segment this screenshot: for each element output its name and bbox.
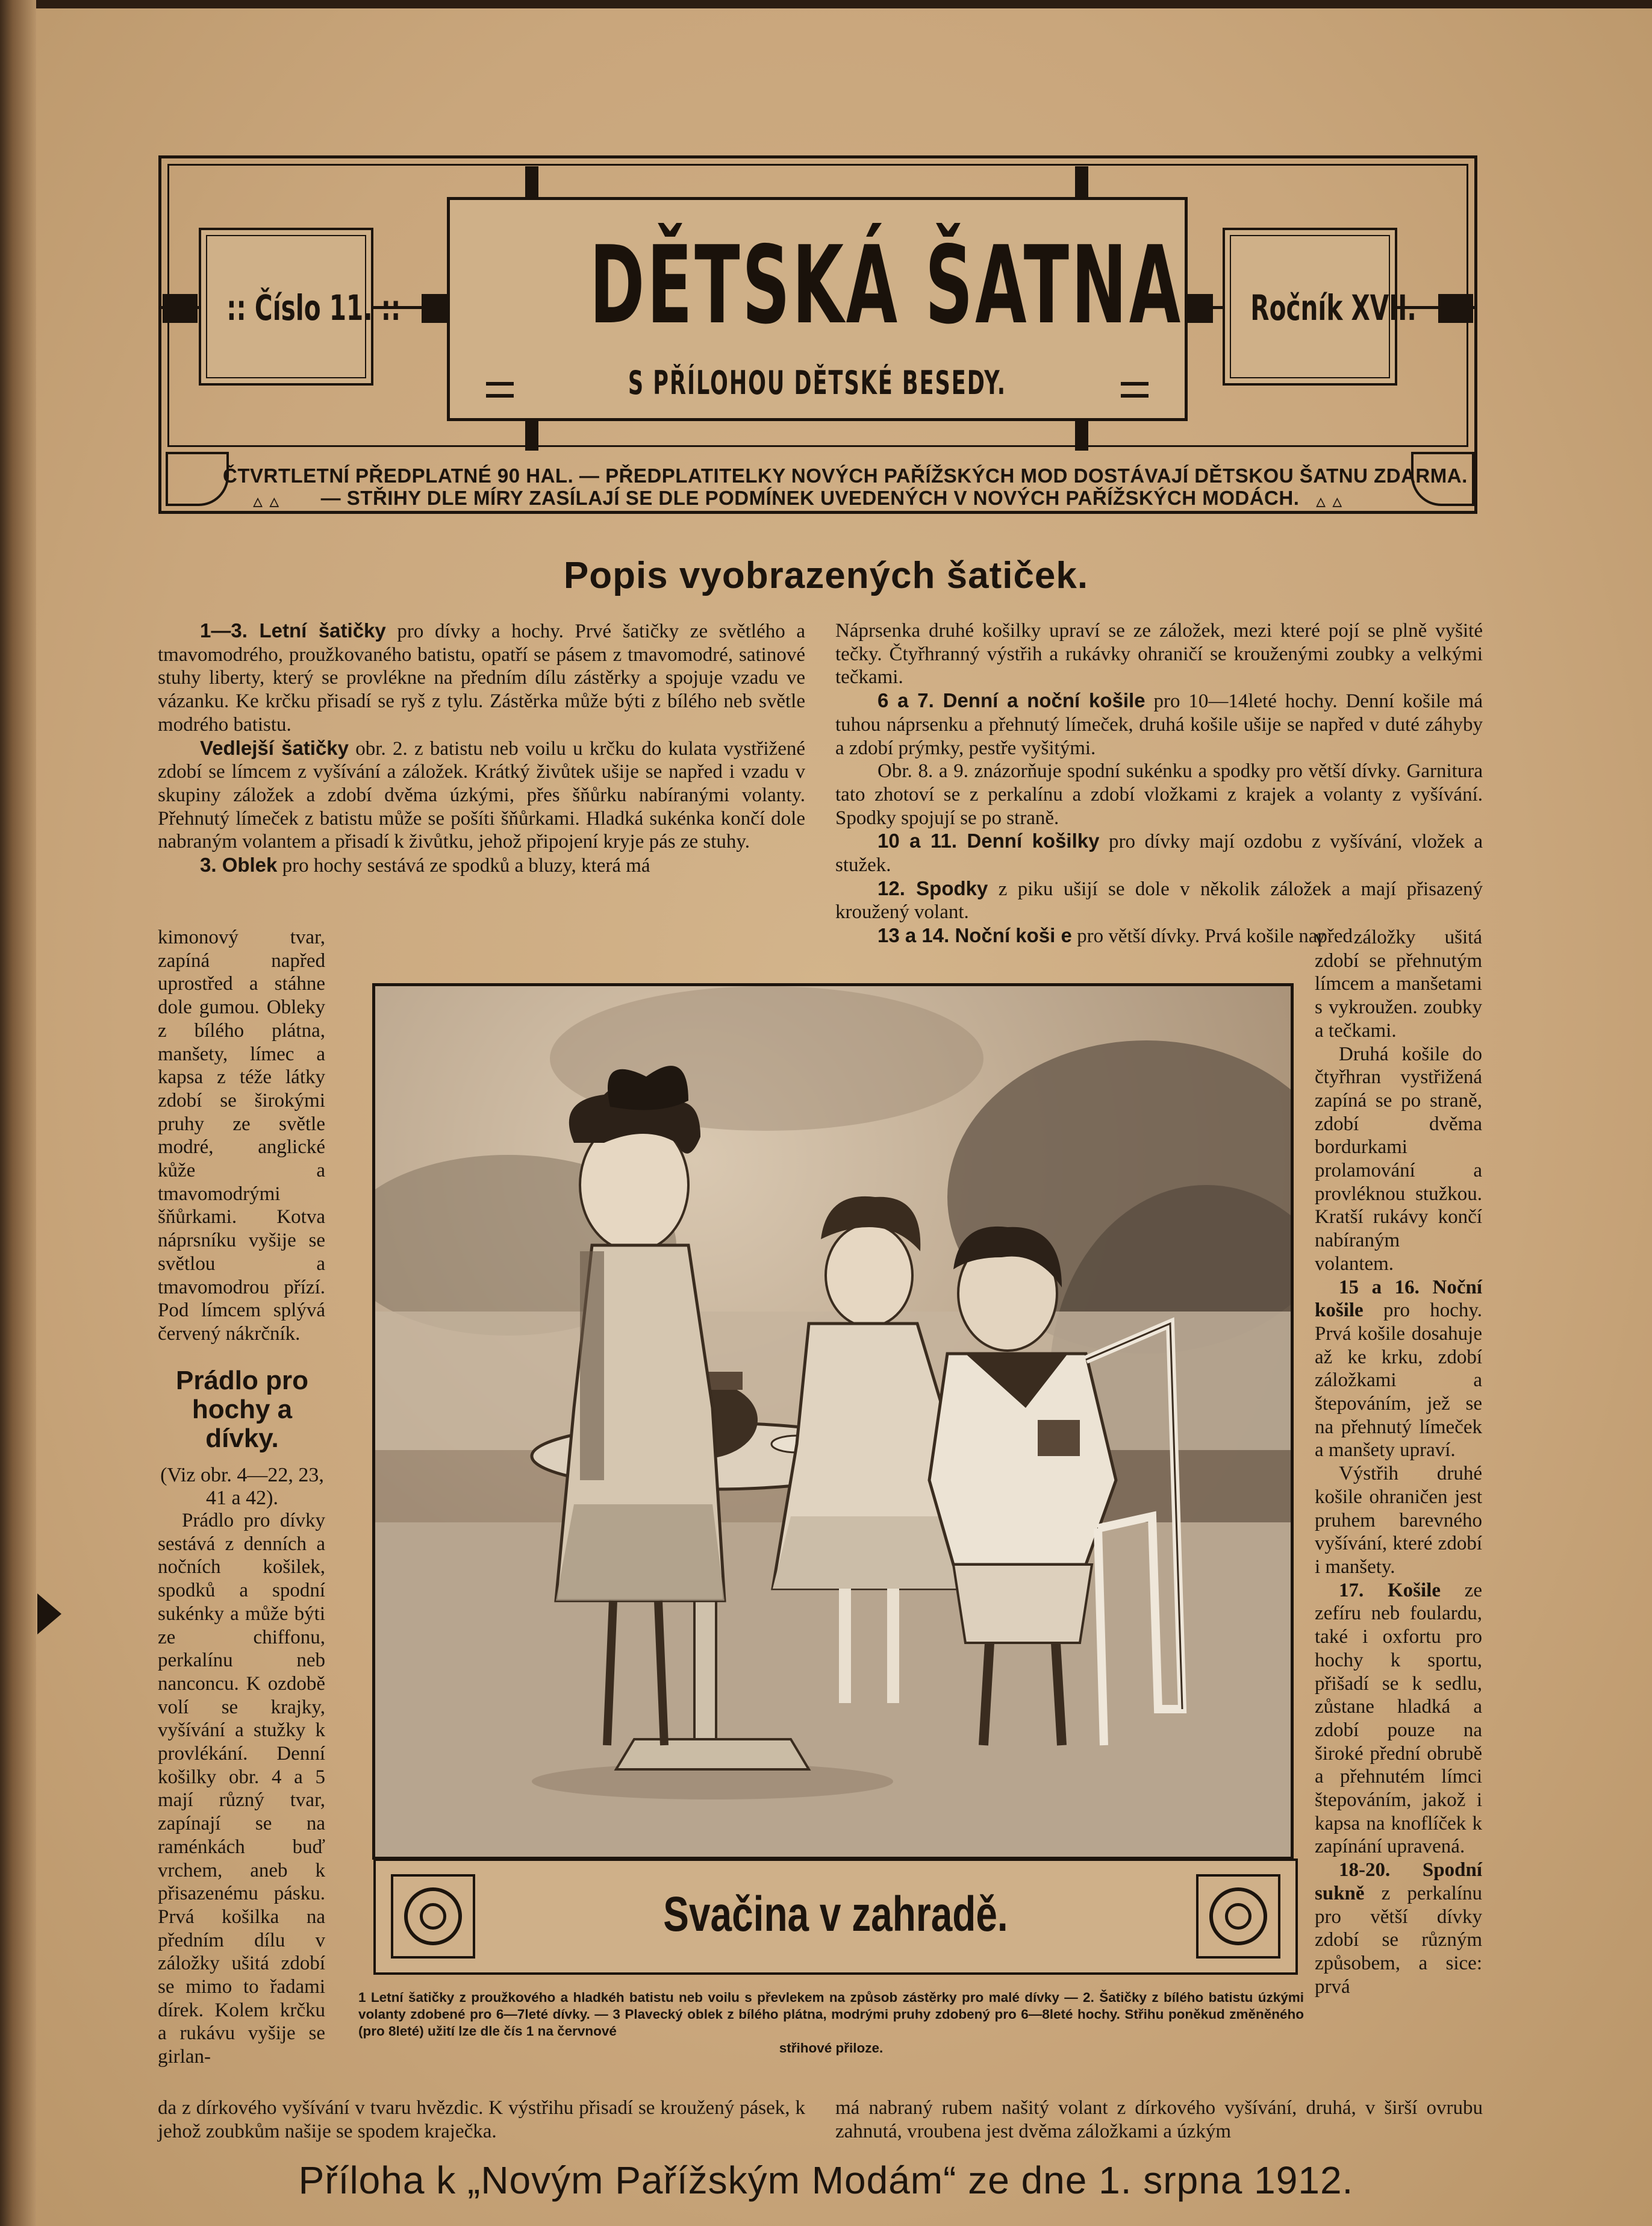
- paragraph: Náprsenka druhé košilky upraví se ze záložek, mezi které pojí se plně vyšité tečky. Čtyřhranný výstřih a rukávky ohraničí se krouženými zoubky a velkými tečkami.: [835, 620, 1483, 689]
- volume-number: Ročník XVII.: [1250, 287, 1417, 328]
- article-heading: Popis vyobrazených šatiček.: [563, 555, 1089, 596]
- edge-arrow-mark: [37, 1593, 61, 1634]
- paragraph: v záložky ušitá zdobí se přehnutým límcem a manšetami s vykroužen. zoubky a tečkami.: [1315, 927, 1482, 1042]
- ornament-knob: [1075, 421, 1088, 451]
- right-narrow-column: [1315, 926, 1482, 1998]
- paragraph: Druhá košile do čtyřhran vystřižená zapíná se po straně, zdobí dvěma bordurkami prolamování a provléknou stužkou. Kratší rukávy končí nabíraným volantem.: [1315, 1043, 1482, 1275]
- paragraph: má nabraný rubem našitý volant z dírkového vyšívání, druhá, v širší ovrubu zahnutá, vroubena jest dvěma záložkami a úzkým: [835, 2097, 1483, 2142]
- subtitle-ornament: [486, 382, 514, 398]
- masthead-subtitle: S PŘÍLOHOU DĚTSKÉ BESEDY.: [628, 364, 1007, 402]
- right-column: [835, 619, 1483, 948]
- ornament-knob: [1438, 294, 1473, 323]
- subtitle-ornament: [1121, 382, 1149, 398]
- ornament-knob: [525, 166, 538, 198]
- item-lead: 18-20. Spodní sukně: [1315, 1859, 1482, 1904]
- figure-caption: 1 Letní šatičky z proužkového a hladkéh batistu neb voilu s převlekem na způsob zástěrky pro malé dívky — 2. Šatičky z bílého batistu úzkými volanty zdobené pro 6—7leté dívky. — 3 Plavecký oblek z bílého plátna, modrými pruhy zdobený pro 6—8leté hochy. Střihu poněkud změněného (pro 8leté) užití lze dle čís 1 na červnové střihové přiloze.: [358, 1990, 1304, 2056]
- left-column: [158, 619, 805, 878]
- paragraph: 12. Spodky z piku ušijí se dole v několik záložek a mají přisazený kroužený volant.: [835, 877, 1483, 924]
- paragraph: 18-20. Spodní sukně z perkalínu pro větší dívky zdobí se různým způsobem, a sice: prvá: [1315, 1859, 1482, 1998]
- paragraph: 13 a 14. Noční koši e pro větší dívky. Prvá košile napřed: [877, 924, 1353, 948]
- paragraph: 3. Oblek pro hochy sestává ze spodků a bluzy, která má: [200, 854, 650, 877]
- paragraph: da z dírkového vyšívání v tvaru hvězdic. K výstřihu přisadí se kroužený pásek, k jehož zoubkům našije se spodem kraječka.: [158, 2097, 805, 2142]
- item-lead: 3. Oblek: [200, 854, 278, 877]
- item-lead: 12. Spodky: [877, 877, 988, 899]
- item-lead: 6 a 7. Denní a noční košile: [877, 689, 1145, 712]
- figure-caption-end: střihové přiloze.: [779, 2040, 884, 2056]
- paragraph: Prádlo pro dívky sestává z denních a nočních košilek, spodků a spodní sukénky a může býti ze chiffonu, perkalínu neb nanconcu. K ozdobě volí se krajky, vyšívání a stužky k provlékání. Denní košilky obr. 4 a 5 mají různý tvar, zapínají se na raménkách buď vrchem, aneb k přisazenému pásku. Prvá košilka na předním dílu v záložky ušitá zdobí se mimo to řadami dírek. Kolem krčku a rukávu vyšije se girlan-: [158, 1510, 325, 2068]
- paragraph: 6 a 7. Denní a noční košile pro 10—14leté hochy. Denní košile má tuhou náprsenku a přehnutý límeček, druhá košile ušije se napřed v duté záhyby a zdobí prýmky, pestře vyšitými.: [835, 689, 1483, 759]
- paragraph: Výstřih druhé košile ohraničen jest pruhem barevného vyšívání, které zdobí i manšety.: [1315, 1463, 1482, 1578]
- triangle-ornament: ▵ ▵: [253, 489, 279, 512]
- ornament-knob: [1075, 166, 1088, 198]
- right-column-bottom: [835, 2096, 1483, 2143]
- issue-box: [199, 228, 401, 386]
- rosette-ornament-icon: [391, 1874, 475, 1959]
- issue-number: :: Číslo 11. ::: [226, 287, 401, 328]
- section-reference: (Viz obr. 4—22, 23, 41 a 42).: [160, 1464, 324, 1509]
- section-title: Prádlo pro hochy a dívky.: [175, 1366, 309, 1453]
- ornament-knob: [525, 421, 538, 451]
- page-footer: Příloha k „Novým Pařížským Modám“ ze dne 1. srpna 1912.: [298, 2159, 1354, 2202]
- illustration-title-box: [373, 1859, 1298, 1975]
- paragraph: Obr. 8. a 9. znázorňuje spodní sukénku a spodky pro větší dívky. Garnitura tato zhotoví se z perkalínu a zdobí vložkami z krajek a volanty z vyšívání. Spodky spojují se po straně.: [835, 760, 1483, 829]
- item-lead: Vedlejší šatičky: [200, 736, 349, 759]
- paragraph: Vedlejší šatičky obr. 2. z batistu neb voilu u krčku do kulata vystřižené zdobí se límcem z vyšívání a záložek. Krátký živůtek ušije se napřed i vzadu v skupiny záložek a zdobí dvěma úzkými, přes šňůrku nabíranými volanty. Přehnutý límeček z batistu může se pošíti šňůrkami. Hladká sukénka končí dole nabraným volantem a přisadí k živůtku, jehož připojení kryje pás ze stuhy.: [158, 736, 805, 853]
- paragraph: kimonový tvar, zapíná napřed uprostřed a stáhne dole gumou. Obleky z bílého plátna, manšety, límec a kapsa z téže látky zdobí se širokými pruhy ze světle modré, anglické kůže a tmavomodrými šňůrkami. Kotva náprsníku vyšije se světlou a tmavomodrou přízí. Pod límcem splývá červený nákrčník.: [158, 927, 325, 1345]
- item-lead: 15 a 16. Noční košile: [1315, 1276, 1482, 1322]
- masthead-title: DĚTSKÁ ŠATNA: [589, 223, 1183, 348]
- ornament-knob: [163, 294, 198, 323]
- triangle-ornament: ▵ ▵: [1316, 489, 1342, 512]
- paragraph: 1—3. Letní šatičky pro dívky a hochy. Prvé šatičky ze světlého a tmavomodrého, proužkovaného batistu, opatří se pásem z tmavomodré, satinové stuhy liberty, který se provlékne na předním dílu zástěrky a spojuje vzadu ve vázanku. Ke krčku přisadí se ryš z tylu. Zástěrka může býti z bílého neb světle modrého batistu.: [158, 619, 806, 736]
- title-box: [447, 197, 1188, 421]
- left-narrow-column-2: [158, 1509, 325, 2069]
- subscription-notice: ČTVRTLETNÍ PŘEDPLATNÉ 90 HAL. — PŘEDPLATITELKY NOVÝCH PAŘÍŽSKÝCH MOD DOSTÁVAJÍ DĚTSKOU ŠATNU ZDARMA.: [223, 464, 1468, 487]
- paragraph: 17. Košile ze zefíru neb foulardu, také i oxfortu pro hochy k sportu, přišadí se k sedlu, zůstane hladká a zdobí pouze na široké přední obrubě a přehnutém límci štepováním, jakož i kapsa na knoflíček k zapínání upravená.: [1315, 1579, 1483, 1858]
- top-edge: [0, 0, 1652, 8]
- paragraph: 15 a 16. Noční košile pro hochy. Prvá košile dosahuje až ke krku, zdobí záložkami a štepováním, jež se na přehnutý límeček a manšety upraví.: [1315, 1276, 1482, 1462]
- paragraph: 10 a 11. Denní košilky pro dívky mají ozdobu z vyšívání, vložek a stužek.: [835, 830, 1483, 877]
- item-lead: 10 a 11. Denní košilky: [877, 830, 1100, 852]
- illustration-title: Svačina v zahradě.: [663, 1887, 1008, 1942]
- item-lead: 13 a 14. Noční koši e: [877, 924, 1072, 947]
- ornament-knob: [1188, 294, 1213, 323]
- item-lead: 1—3. Letní šatičky: [200, 619, 386, 642]
- illustration-garden-snack: [372, 983, 1294, 1860]
- rosette-ornament-icon: [1196, 1874, 1280, 1959]
- binding-edge: [0, 0, 36, 2226]
- item-lead: 17. Košile: [1339, 1579, 1441, 1601]
- volume-box: [1223, 228, 1417, 386]
- illustration-drawing: [375, 986, 1291, 1857]
- left-narrow-column: [158, 926, 325, 1346]
- patterns-notice: — STŘIHY DLE MÍRY ZASÍLAJÍ SE DLE PODMÍNEK UVEDENÝCH V NOVÝCH PAŘÍŽSKÝCH MODÁCH.: [320, 487, 1300, 509]
- ornament-knob: [422, 294, 447, 323]
- left-column-bottom: [158, 2096, 805, 2143]
